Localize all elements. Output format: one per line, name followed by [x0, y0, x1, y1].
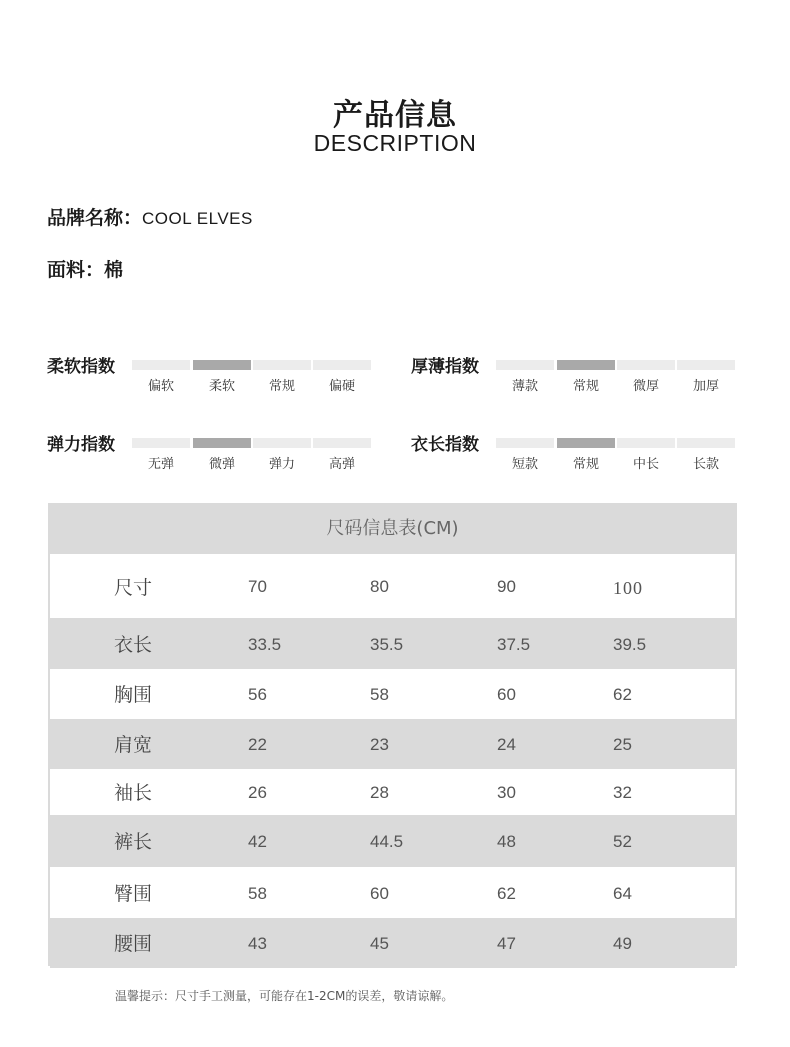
index-segment [253, 360, 311, 370]
size-header-cell: 90 [497, 577, 516, 596]
index-option-label: 常规 [572, 379, 599, 394]
index-segment [557, 438, 615, 448]
size-header-cell: 70 [248, 577, 267, 596]
index-name: 厚薄指数 [411, 357, 479, 377]
row-label: 裤长 [114, 831, 153, 853]
table-row [50, 669, 735, 719]
index-name: 衣长指数 [411, 435, 479, 455]
table-cell: 44.5 [370, 832, 404, 851]
brand-line [47, 203, 253, 230]
index-name: 柔软指数 [47, 357, 115, 377]
index-segment [617, 360, 675, 370]
table-cell: 43 [248, 934, 267, 953]
index-option-label: 柔软 [208, 379, 235, 394]
table-cell: 62 [497, 884, 516, 903]
index-segment [193, 360, 251, 370]
table-cell: 49 [613, 934, 632, 953]
index-option-label: 微厚 [632, 379, 659, 394]
table-row [50, 815, 735, 867]
index-option-label: 偏软 [147, 379, 174, 394]
table-cell: 47 [497, 934, 516, 953]
fabric-line [47, 255, 123, 282]
size-header-label: 尺寸 [114, 577, 153, 599]
index-segment [193, 438, 251, 448]
table-row [50, 918, 735, 968]
index-option-label: 长款 [692, 457, 719, 472]
table-cell: 30 [497, 783, 516, 802]
row-label: 袖长 [114, 782, 153, 804]
row-label: 臀围 [114, 883, 153, 905]
row-label: 胸围 [114, 684, 153, 706]
table-cell: 60 [370, 884, 389, 903]
row-label: 腰围 [114, 933, 153, 955]
table-cell: 25 [613, 735, 632, 754]
index-segment [557, 360, 615, 370]
table-cell: 42 [248, 832, 267, 851]
table-cell: 22 [248, 735, 267, 754]
index-option-label: 中长 [632, 457, 659, 472]
table-cell: 45 [370, 934, 389, 953]
index-segment [677, 360, 735, 370]
table-row [50, 618, 735, 669]
size-table-title: 尺码信息表(CM) [326, 518, 459, 539]
index-segment [496, 438, 554, 448]
index-thickness [411, 352, 751, 398]
index-option-label: 高弹 [328, 457, 355, 472]
table-cell: 28 [370, 783, 389, 802]
row-label: 衣长 [114, 634, 153, 656]
table-row [50, 867, 735, 918]
index-segment [132, 438, 190, 448]
size-header-row [50, 554, 735, 618]
brand-value: COOL ELVES [142, 209, 253, 228]
table-cell: 58 [248, 884, 267, 903]
index-option-label: 无弹 [147, 457, 174, 472]
index-option-label: 微弹 [208, 457, 235, 472]
index-option-label: 加厚 [692, 379, 719, 394]
table-cell: 23 [370, 735, 389, 754]
table-cell: 37.5 [497, 635, 531, 654]
table-cell: 60 [497, 685, 516, 704]
index-option-label: 常规 [572, 457, 599, 472]
size-table [48, 503, 737, 966]
row-label: 肩宽 [114, 734, 153, 756]
page-title-cn: 产品信息 [333, 98, 457, 133]
index-length [411, 430, 751, 476]
table-cell: 26 [248, 783, 267, 802]
index-segment [496, 360, 554, 370]
fabric-value: 棉 [104, 259, 124, 281]
index-segment [132, 360, 190, 370]
table-cell: 35.5 [370, 635, 404, 654]
size-header-cell: 80 [370, 577, 389, 596]
index-segment [677, 438, 735, 448]
table-cell: 52 [613, 832, 632, 851]
table-cell: 64 [613, 884, 632, 903]
table-cell: 48 [497, 832, 516, 851]
table-cell: 62 [613, 685, 632, 704]
measurement-note: 温馨提示：尺寸手工测量，可能存在1-2CM的误差，敬请谅解。 [115, 989, 454, 1003]
index-name: 弹力指数 [47, 435, 115, 455]
index-segment [313, 360, 371, 370]
table-row [50, 719, 735, 769]
table-cell: 24 [497, 735, 516, 754]
table-cell: 32 [613, 783, 632, 802]
index-softness [47, 352, 387, 398]
index-option-label: 常规 [268, 379, 295, 394]
index-segment [253, 438, 311, 448]
table-cell: 56 [248, 685, 267, 704]
index-option-label: 弹力 [268, 457, 295, 472]
table-row [50, 769, 735, 815]
page-title-en: DESCRIPTION [313, 130, 477, 156]
size-header-cell: 100 [613, 578, 643, 598]
index-elasticity [47, 430, 387, 476]
index-option-label: 短款 [511, 457, 538, 472]
index-option-label: 偏硬 [328, 379, 355, 394]
index-option-label: 薄款 [511, 379, 538, 394]
index-segment [617, 438, 675, 448]
index-segment [313, 438, 371, 448]
fabric-label: 面料： [47, 259, 105, 281]
table-cell: 33.5 [248, 635, 282, 654]
brand-label: 品牌名称： [47, 207, 143, 229]
table-cell: 58 [370, 685, 389, 704]
table-cell: 39.5 [613, 635, 647, 654]
